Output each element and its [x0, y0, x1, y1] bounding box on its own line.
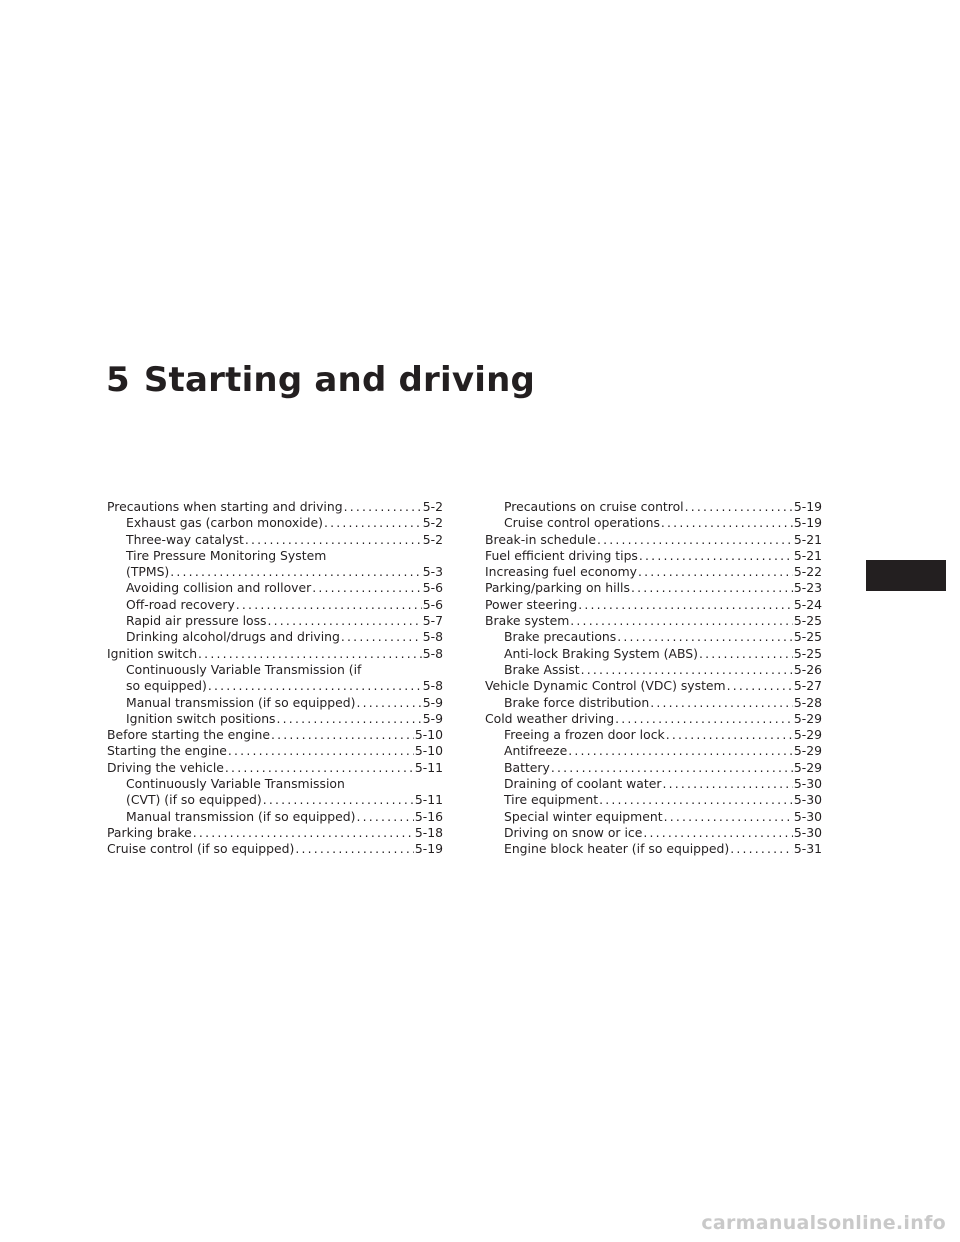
toc-entry-label: Power steering [485, 596, 578, 612]
toc-entry-page: 5-29 [793, 710, 822, 726]
toc-entry-page: 5-19 [793, 499, 822, 514]
toc-entry-page: 5-21 [793, 531, 822, 547]
toc-entry[interactable] [107, 646, 443, 662]
toc-entry[interactable] [107, 841, 443, 857]
toc-entry-label: Ignition switch positions [126, 710, 276, 726]
toc-entry[interactable] [485, 695, 822, 711]
toc-entry-label: so equipped) [126, 678, 207, 694]
toc-entry[interactable] [485, 792, 822, 808]
toc-entry-page: 5-23 [793, 580, 822, 596]
toc-entry-page: 5-2 [422, 531, 443, 547]
toc-entry-label-line1: Continuously Variable Transmission [126, 776, 345, 792]
toc-entry-label: Antifreeze [504, 743, 568, 759]
toc-entry-line [107, 629, 443, 645]
toc-entry-label: (CVT) (if so equipped) [126, 792, 262, 808]
dot-leader [324, 515, 422, 531]
chapter-title [106, 360, 535, 400]
toc-entry[interactable] [485, 646, 822, 662]
toc-entry-line [107, 743, 443, 759]
dot-leader [245, 532, 422, 548]
dot-leader [356, 809, 413, 825]
toc-entry-line [107, 613, 443, 629]
toc-entry-label: Exhaust gas (carbon monoxide) [126, 515, 323, 531]
toc-entry-page: 5-3 [422, 564, 443, 580]
toc-entry-label: Before starting the engine [107, 727, 270, 743]
toc-entry-page: 5-21 [793, 547, 822, 563]
toc-entry-page: 5-10 [414, 727, 443, 743]
dot-leader [170, 564, 421, 580]
toc-entry-label: Battery [504, 759, 550, 775]
dot-leader [727, 678, 793, 694]
toc-entry-label: Brake Assist [504, 661, 580, 677]
toc-entry-page: 5-2 [422, 515, 443, 531]
toc-entry[interactable] [107, 580, 443, 596]
toc-entry-page: 5-30 [793, 792, 822, 808]
toc-entry[interactable] [485, 841, 822, 857]
toc-entry-label: Tire equipment [504, 792, 599, 808]
toc-entry-page: 5-6 [422, 580, 443, 596]
toc-entry-line [485, 678, 822, 694]
toc-entry-page: 5-30 [793, 808, 822, 824]
dot-leader [664, 809, 793, 825]
toc-entry-line [485, 564, 822, 580]
toc-entry[interactable] [107, 499, 443, 515]
toc-entry[interactable] [107, 597, 443, 613]
toc-entry-label: Driving the vehicle [107, 759, 224, 775]
toc-entry-line [485, 743, 822, 759]
toc-entry[interactable] [107, 825, 443, 841]
toc-entry-page: 5-16 [414, 808, 443, 824]
toc-entry-label: Engine block heater (if so equipped) [504, 841, 730, 857]
dot-leader [263, 792, 414, 808]
toc-entry[interactable] [485, 662, 822, 678]
dot-leader [578, 597, 793, 613]
toc-entry-label: Brake system [485, 613, 570, 629]
dot-leader [208, 678, 422, 694]
toc-entry[interactable] [107, 711, 443, 727]
toc-entry-page: 5-19 [414, 841, 443, 857]
toc-entry-label: Cold weather driving [485, 710, 615, 726]
toc-entry-page: 5-6 [422, 596, 443, 612]
toc-entry-line [485, 825, 822, 841]
toc-column-left [107, 499, 443, 858]
toc-entry-page: 5-9 [422, 694, 443, 710]
toc-entry[interactable] [485, 776, 822, 792]
toc-entry[interactable] [107, 548, 443, 581]
dot-leader [631, 580, 793, 596]
toc-entry-line [107, 760, 443, 776]
toc-entry-line [485, 760, 822, 776]
dot-leader [356, 695, 421, 711]
dot-leader [341, 629, 422, 645]
toc-entry-label: Brake precautions [504, 629, 617, 645]
toc-entry-page: 5-2 [422, 499, 443, 514]
toc-entry-line [485, 532, 822, 548]
toc-entry-line [107, 841, 443, 857]
dot-leader [312, 580, 422, 596]
dot-leader [344, 499, 422, 515]
toc-entry-label: Draining of coolant water [504, 776, 662, 792]
toc-entry[interactable] [485, 629, 822, 645]
toc-entry-label: Ignition switch [107, 645, 198, 661]
toc-entry-label: Anti-lock Braking System (ABS) [504, 645, 698, 661]
dot-leader [661, 515, 793, 531]
toc-entry-page: 5-19 [793, 515, 822, 531]
toc-entry-page: 5-25 [793, 613, 822, 629]
toc-entry-line [485, 841, 822, 857]
toc-entry[interactable] [107, 662, 443, 695]
toc-entry-line [107, 792, 443, 808]
toc-entry-line [485, 548, 822, 564]
toc-entry-line [485, 662, 822, 678]
toc-entry-page: 5-25 [793, 645, 822, 661]
toc-entry-page: 5-29 [793, 759, 822, 775]
toc-entry-page: 5-29 [793, 743, 822, 759]
toc-entry-label: Starting the engine [107, 743, 227, 759]
dot-leader [551, 760, 793, 776]
toc-entry[interactable] [107, 809, 443, 825]
dot-leader [638, 564, 793, 580]
toc-entry-label: Cruise control (if so equipped) [107, 841, 295, 857]
toc-entry[interactable] [107, 629, 443, 645]
dot-leader [617, 629, 793, 645]
dot-leader [699, 646, 793, 662]
toc-entry-line [485, 629, 822, 645]
toc-entry-page: 5-8 [422, 645, 443, 661]
toc-entry-label: Fuel efficient driving tips [485, 547, 638, 563]
toc-entry-label: Three-way catalyst [126, 531, 244, 547]
toc-entry[interactable] [107, 695, 443, 711]
dot-leader [277, 711, 422, 727]
toc-entry-label: Rapid air pressure loss [126, 613, 267, 629]
toc-entry-page: 5-26 [793, 661, 822, 677]
dot-leader [615, 711, 793, 727]
toc-entry-label-line1: Continuously Variable Transmission (if [126, 661, 362, 677]
toc-entry-line [107, 695, 443, 711]
dot-leader [643, 825, 793, 841]
toc-entry[interactable] [107, 760, 443, 776]
toc-entry[interactable] [485, 580, 822, 596]
toc-entry-label: Vehicle Dynamic Control (VDC) system [485, 678, 726, 694]
toc-entry-line [107, 580, 443, 596]
toc-entry-line [485, 580, 822, 596]
chapter-tab-marker [866, 560, 946, 591]
dot-leader [225, 760, 414, 776]
chapter-number: 5 [106, 360, 130, 400]
toc-entry[interactable] [485, 564, 822, 580]
toc-entry-line [485, 597, 822, 613]
toc-entry-label: Manual transmission (if so equipped) [126, 808, 356, 824]
toc-entry-line [485, 695, 822, 711]
toc-entry-page: 5-22 [793, 564, 822, 580]
toc-entry-line [485, 809, 822, 825]
toc-entry-line [485, 613, 822, 629]
toc-entry-label: Precautions on cruise control [504, 499, 684, 514]
toc-entry-line [107, 825, 443, 841]
toc-entry-page: 5-24 [793, 596, 822, 612]
toc-entry[interactable] [485, 532, 822, 548]
toc-entry-label: Cruise control operations [504, 515, 660, 531]
dot-leader [639, 548, 793, 564]
toc-entry[interactable] [485, 499, 822, 515]
toc-entry-line [485, 792, 822, 808]
toc-entry-line [107, 711, 443, 727]
dot-leader [271, 727, 414, 743]
dot-leader [666, 727, 793, 743]
toc-entry-line [107, 646, 443, 662]
toc-entry[interactable] [107, 727, 443, 743]
dot-leader [570, 613, 793, 629]
toc-entry-label: (TPMS) [126, 564, 170, 580]
toc-entry-label: Manual transmission (if so equipped) [126, 694, 356, 710]
dot-leader [685, 499, 793, 515]
toc-entry[interactable] [485, 548, 822, 564]
toc-entry-line [485, 776, 822, 792]
toc-entry-page: 5-30 [793, 776, 822, 792]
toc-entry-label: Freeing a frozen door lock [504, 727, 665, 743]
toc-entry-line [485, 515, 822, 531]
toc-entry-page: 5-25 [793, 629, 822, 645]
toc-entry[interactable] [485, 727, 822, 743]
toc-entry[interactable] [485, 711, 822, 727]
toc-entry-line [107, 597, 443, 613]
toc-entry-page: 5-7 [422, 613, 443, 629]
toc-entry-line [107, 499, 443, 515]
toc-entry-page: 5-18 [414, 824, 443, 840]
toc-entry-label: Break-in schedule [485, 531, 596, 547]
toc-entry-label-line1: Tire Pressure Monitoring System [126, 547, 327, 563]
toc-entry-line [485, 499, 822, 515]
toc-entry-line [107, 564, 443, 580]
toc-entry-page: 5-11 [414, 792, 443, 808]
toc-entry[interactable] [485, 760, 822, 776]
toc-entry-line [485, 646, 822, 662]
toc-entry[interactable] [107, 613, 443, 629]
toc-entry-line [107, 727, 443, 743]
toc-entry-line [107, 678, 443, 694]
toc-entry-label: Special winter equipment [504, 808, 663, 824]
dot-leader [662, 776, 792, 792]
toc-entry[interactable] [107, 532, 443, 548]
toc-entry-label: Increasing fuel economy [485, 564, 637, 580]
dot-leader [599, 792, 793, 808]
dot-leader [650, 695, 793, 711]
toc-entry-label: Off-road recovery [126, 596, 235, 612]
toc-entry-label: Parking/parking on hills [485, 580, 630, 596]
toc-entry[interactable] [107, 743, 443, 759]
toc-entry-page: 5-27 [793, 678, 822, 694]
chapter-title-text: Starting and driving [143, 360, 536, 400]
toc-entry-page: 5-9 [422, 710, 443, 726]
dot-leader [597, 532, 793, 548]
dot-leader [581, 662, 793, 678]
watermark: carmanualsonline.info [701, 1212, 946, 1234]
toc-entry-page: 5-8 [422, 678, 443, 694]
toc-entry[interactable] [485, 678, 822, 694]
toc-entry-page: 5-11 [414, 759, 443, 775]
toc-entry[interactable] [107, 515, 443, 531]
toc-entry[interactable] [485, 743, 822, 759]
toc-entry-label: Drinking alcohol/drugs and driving [126, 629, 340, 645]
toc-entry-label: Driving on snow or ice [504, 824, 643, 840]
toc-entry-page: 5-10 [414, 743, 443, 759]
toc-entry[interactable] [485, 515, 822, 531]
toc-entry[interactable] [485, 809, 822, 825]
toc-entry-page: 5-29 [793, 727, 822, 743]
toc-entry-line [107, 809, 443, 825]
dot-leader [268, 613, 422, 629]
toc-entry-label: Brake force distribution [504, 694, 650, 710]
dot-leader [228, 743, 414, 759]
dot-leader [193, 825, 414, 841]
toc-entry-page: 5-8 [422, 629, 443, 645]
toc-entry-line [107, 515, 443, 531]
toc-entry[interactable] [107, 776, 443, 809]
toc-entry-label: Parking brake [107, 824, 192, 840]
dot-leader [295, 841, 414, 857]
dot-leader [236, 597, 422, 613]
dot-leader [198, 646, 422, 662]
toc-column-right [485, 499, 822, 858]
toc-entry-label: Precautions when starting and driving [107, 499, 343, 514]
toc-entry-line [485, 711, 822, 727]
dot-leader [730, 841, 793, 857]
toc-entry-line [485, 727, 822, 743]
toc-entry[interactable] [485, 825, 822, 841]
toc-entry[interactable] [485, 613, 822, 629]
toc-entry-page: 5-28 [793, 694, 822, 710]
toc-entry[interactable] [485, 597, 822, 613]
toc-entry-label: Avoiding collision and rollover [126, 580, 312, 596]
toc-entry-page: 5-31 [793, 841, 822, 857]
toc-entry-line [107, 532, 443, 548]
toc-entry-page: 5-30 [793, 824, 822, 840]
dot-leader [568, 743, 793, 759]
